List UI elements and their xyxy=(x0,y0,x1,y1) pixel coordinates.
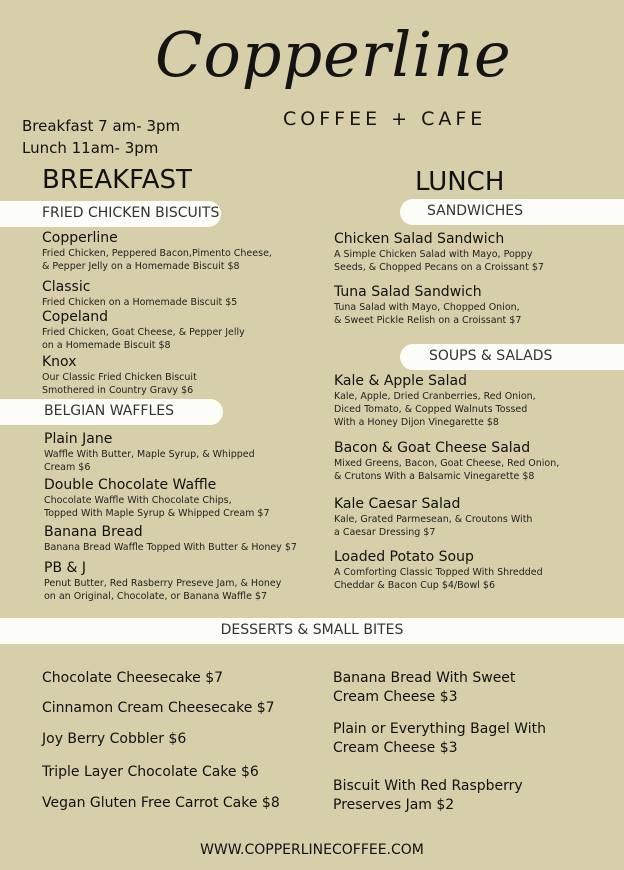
dessert-item: Chocolate Cheesecake $7 xyxy=(42,670,224,686)
item-desc: Fried Chicken on a Homemade Biscuit $5 xyxy=(42,297,238,308)
item-name: PB & J xyxy=(44,560,86,576)
item-desc: & Sweet Pickle Relish on a Croissant $7 xyxy=(334,315,522,326)
small-bite-biscuit xyxy=(333,777,523,815)
menu-item-bacon-goat-cheese-salad xyxy=(334,440,559,483)
menu-item-copeland xyxy=(42,309,245,352)
item-name: Bacon & Goat Cheese Salad xyxy=(334,440,531,456)
item-desc: Cheddar & Bacon Cup $4/Bowl $6 xyxy=(334,580,495,591)
band-soups-and-salads xyxy=(400,344,624,370)
item-desc: Smothered in Country Gravy $6 xyxy=(42,385,194,396)
item-name: Loaded Potato Soup xyxy=(334,549,474,565)
item-desc: A Simple Chicken Salad with Mayo, Poppy xyxy=(334,249,533,260)
item-desc: Diced Tomato, & Copped Walnuts Tossed xyxy=(334,404,528,415)
item-desc: & Crutons With a Balsamic Vinegarette $8 xyxy=(334,471,535,482)
band-label: BELGIAN WAFFLES xyxy=(44,403,175,419)
item-desc: With a Honey Dijon Vinegarette $8 xyxy=(334,417,499,428)
dessert-item: Cinnamon Cream Cheesecake $7 xyxy=(42,700,275,716)
menu-item-kale-caesar-salad xyxy=(334,496,532,539)
item-desc: a Caesar Dressing $7 xyxy=(334,527,436,538)
item-name: Copperline xyxy=(42,230,118,246)
small-bite-line: Biscuit With Red Raspberry xyxy=(333,778,523,794)
item-desc: Penut Butter, Red Rasberry Preseve Jam, & Honey xyxy=(44,578,282,589)
item-desc: Kale, Apple, Dried Cranberries, Red Onion, xyxy=(334,391,536,402)
menu-item-kale-apple-salad xyxy=(334,373,536,429)
item-desc: Seeds, & Chopped Pecans on a Croissant $7 xyxy=(334,262,544,273)
small-bite-line: Preserves Jam $2 xyxy=(333,797,455,813)
menu-item-pb-and-j xyxy=(44,560,281,603)
item-name: Banana Bread xyxy=(44,524,143,540)
breakfast-title: BREAKFAST xyxy=(42,165,192,195)
item-desc: Waffle With Butter, Maple Syrup, & Whipped xyxy=(44,449,255,460)
lunch-hours: Lunch 11am- 3pm xyxy=(22,139,159,157)
item-name: Knox xyxy=(42,354,77,370)
item-name: Chicken Salad Sandwich xyxy=(334,231,505,247)
band-belgian-waffles xyxy=(0,399,223,425)
item-desc: A Comforting Classic Topped With Shredded xyxy=(334,567,543,578)
item-desc: on a Homemade Biscuit $8 xyxy=(42,340,171,351)
brand-logo: Copperline xyxy=(155,18,512,91)
menu-item-double-chocolate-waffle xyxy=(44,477,270,520)
small-bite-line: Banana Bread With Sweet xyxy=(333,670,516,686)
item-name: Classic xyxy=(42,279,91,295)
item-desc: Chocolate Waffle With Chocolate Chips, xyxy=(44,495,232,506)
menu-item-banana-bread xyxy=(44,524,297,554)
menu-item-chicken-salad-sandwich xyxy=(334,231,544,274)
item-desc: Kale, Grated Parmesean, & Croutons With xyxy=(334,514,533,525)
item-desc: Cream $6 xyxy=(44,462,91,473)
band-label: DESSERTS & SMALL BITES xyxy=(220,622,404,638)
item-name: Kale Caesar Salad xyxy=(334,496,461,512)
item-name: Copeland xyxy=(42,309,109,325)
item-desc: Our Classic Fried Chicken Biscuit xyxy=(42,372,197,383)
dessert-item: Vegan Gluten Free Carrot Cake $8 xyxy=(42,795,280,811)
item-name: Double Chocolate Waffle xyxy=(44,477,217,493)
menu-item-plain-jane xyxy=(44,431,255,474)
item-desc: Tuna Salad with Mayo, Chopped Onion, xyxy=(334,302,520,313)
dessert-item: Joy Berry Cobbler $6 xyxy=(42,731,187,747)
item-desc: Topped With Maple Syrup & Whipped Cream $7 xyxy=(44,508,270,519)
menu-item-loaded-potato-soup xyxy=(334,549,543,592)
lunch-title: LUNCH xyxy=(415,167,505,197)
item-desc: Banana Bread Waffle Topped With Butter & Honey $7 xyxy=(44,542,297,553)
menu-item-tuna-salad-sandwich xyxy=(334,284,521,327)
small-bite-bagel xyxy=(333,720,546,758)
breakfast-hours: Breakfast 7 am- 3pm xyxy=(22,117,181,135)
small-bite-line: Cream Cheese $3 xyxy=(333,740,458,756)
item-desc: Mixed Greens, Bacon, Goat Cheese, Red Onion, xyxy=(334,458,560,469)
item-desc: Fried Chicken, Peppered Bacon,Pimento Cheese, xyxy=(42,248,272,259)
band-label: SOUPS & SALADS xyxy=(429,348,553,364)
menu-item-classic xyxy=(42,279,237,309)
band-sandwiches xyxy=(400,199,624,225)
band-label: FRIED CHICKEN BISCUITS xyxy=(42,205,220,221)
band-desserts-and-small-bites xyxy=(0,618,624,644)
dessert-item: Triple Layer Chocolate Cake $6 xyxy=(42,764,259,780)
item-name: Tuna Salad Sandwich xyxy=(334,284,482,300)
item-name: Plain Jane xyxy=(44,431,113,447)
brand-subtitle: COFFEE + CAFE xyxy=(283,108,487,130)
band-label: SANDWICHES xyxy=(427,203,523,219)
item-name: Kale & Apple Salad xyxy=(334,373,467,389)
website-url[interactable]: WWW.COPPERLINECOFFEE.COM xyxy=(200,842,424,858)
item-desc: & Pepper Jelly on a Homemade Biscuit $8 xyxy=(42,261,240,272)
menu-item-copperline xyxy=(42,230,272,273)
menu-item-knox xyxy=(42,354,197,397)
band-fried-chicken-biscuits xyxy=(0,201,221,227)
item-desc: on an Original, Chocolate, or Banana Waffle $7 xyxy=(44,591,268,602)
small-bite-banana-bread xyxy=(333,669,515,707)
small-bite-line: Plain or Everything Bagel With xyxy=(333,721,546,737)
small-bite-line: Cream Cheese $3 xyxy=(333,689,458,705)
item-desc: Fried Chicken, Goat Cheese, & Pepper Jelly xyxy=(42,327,245,338)
